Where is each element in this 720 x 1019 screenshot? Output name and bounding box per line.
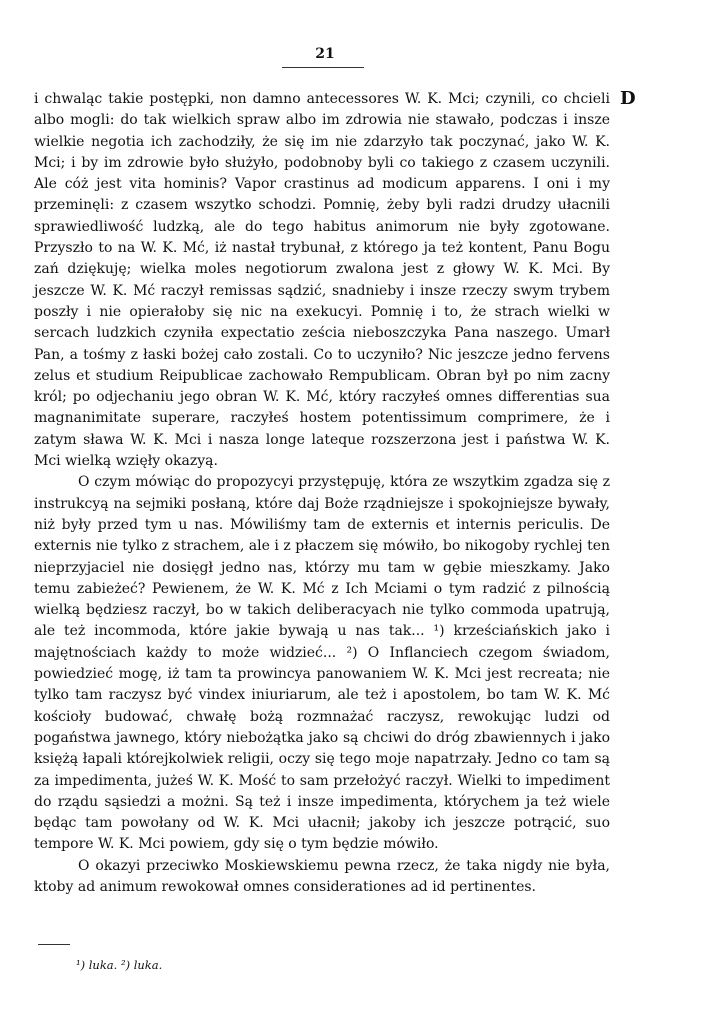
page-number-rule: [282, 67, 364, 68]
paragraph-1: i chwaląc takie postępki, non damno antecessores W. K. Mci; czynili, co chcieli albo mogli: do tak wielkich spraw albo im zdrowia nie stawało, podczas i insze wielkie negotia ich zachodziły, że się im nie zdarzyło tak poczynać, jako W. K. Mci; i by im zdrowie było służyło, podobnoby byli co takiego z czasem uczynili. Ale cóż jest vita hominis? Vapor crastinus ad modicum apparens. I oni i my przeminęli: z czasem wszytko schodzi. Pomnię, żeby byli radzi drudzy ułacnili sprawiedliwość ludzką, ale do tego habitus animorum nie były zgotowane. Przyszło to na W. K. Mć, iż nastał trybunał, z którego ja też kontent, Panu Bogu zań dziękuję; wielka moles negotiorum zwalona jest z głowy W. K. Mci. By jeszcze W. K. Mć raczył remissas sądzić, snadnieby i insze rzeczy swym trybem poszły i nie opierałoby się nic na exekucyi. Pomnię i to, że strach wielki w sercach ludzkich czyniła expectatio ześcia nieboszczyka Pana naszego. Umarł Pan, a tośmy z łaski bożej cało zostali. Co to uczyniło? Nic jeszcze jedno fervens zelus et studium Reipublicae zachowało Rempublicam. Obran był po nim zacny król; po odjechaniu jego obran W. K. Mć, który raczyłeś omnes differentias sua magnanimitate superare, raczyłeś hostem potentissimum comprimere, że i zatym sława W. K. Mci i nasza longe lateque rozszerzona jest i państwa W. K. Mci wielką wzięły okazyą.: [34, 91, 610, 470]
paragraph-3: O okazyi przeciwko Moskiewskiemu pewna rzecz, że taka nigdy nie była, ktoby ad animum rewokował omnes considerationes ad id pertinentes.: [34, 857, 610, 895]
margin-mark: D: [620, 88, 636, 109]
paragraph-2: O czym mówiąc do propozycyi przystępuję, która ze wszytkim zgadza się z instrukcyą na sejmiki posłaną, które daj Boże rządniejsze i spokojniejsze bywały, niż były przed tym u nas. Mówiliśmy tam de externis et internis periculis. De externis nie tylko z strachem, ale i z płaczem się mówiło, bo nikogoby rychlej ten nieprzyjaciel nie dosięgł jedno nas, którzy mu tam w gębie mieszkamy. Jako temu zabieżeć? Pewienem, że W. K. Mć z Ich Mciami o tym radzić z pilnością wielką będziesz raczył, bo w takich deliberacyach nie tylko commoda upatrują, ale też incommoda, które jakie bywają u nas tak... ¹) krześciańskich jako i majętnościach każdy to może widzieć... ²) O Inflanciech czegom świadom, powiedzieć mogę, iż tam ta prowincya panowaniem W. K. Mci jest recreata; nie tylko tam raczysz być vindex iniuriarum, ale też i apostolem, bo tam W. K. Mć kościoły budować, chwałę bożą rozmnażać raczysz, rewokując ludzi od pogaństwa jawnego, który niebożątka jako są chciwi do dróg zbawiennych i jako księżą łapali którejkolwiek religii, oczy się tego moje napatrzały. Jedno co tam są za impedimenta, jużeś W. K. Mość to sam przełożyć raczył. Wielki to impediment do rządu sąsiedzi a możni. Są też i insze impedimenta, którychem ja też wiele będąc tam powołany od W. K. Mci ułacnił; jakoby ich jeszcze potrącić, suo tempore W. K. Mci powiem, gdy się o tym będzie mówiło.: [34, 474, 610, 853]
footnote: ¹) luka. ²) luka.: [76, 958, 163, 972]
footnote-rule: [38, 944, 70, 945]
page-number: 21: [315, 46, 335, 62]
body-text: [34, 89, 610, 898]
